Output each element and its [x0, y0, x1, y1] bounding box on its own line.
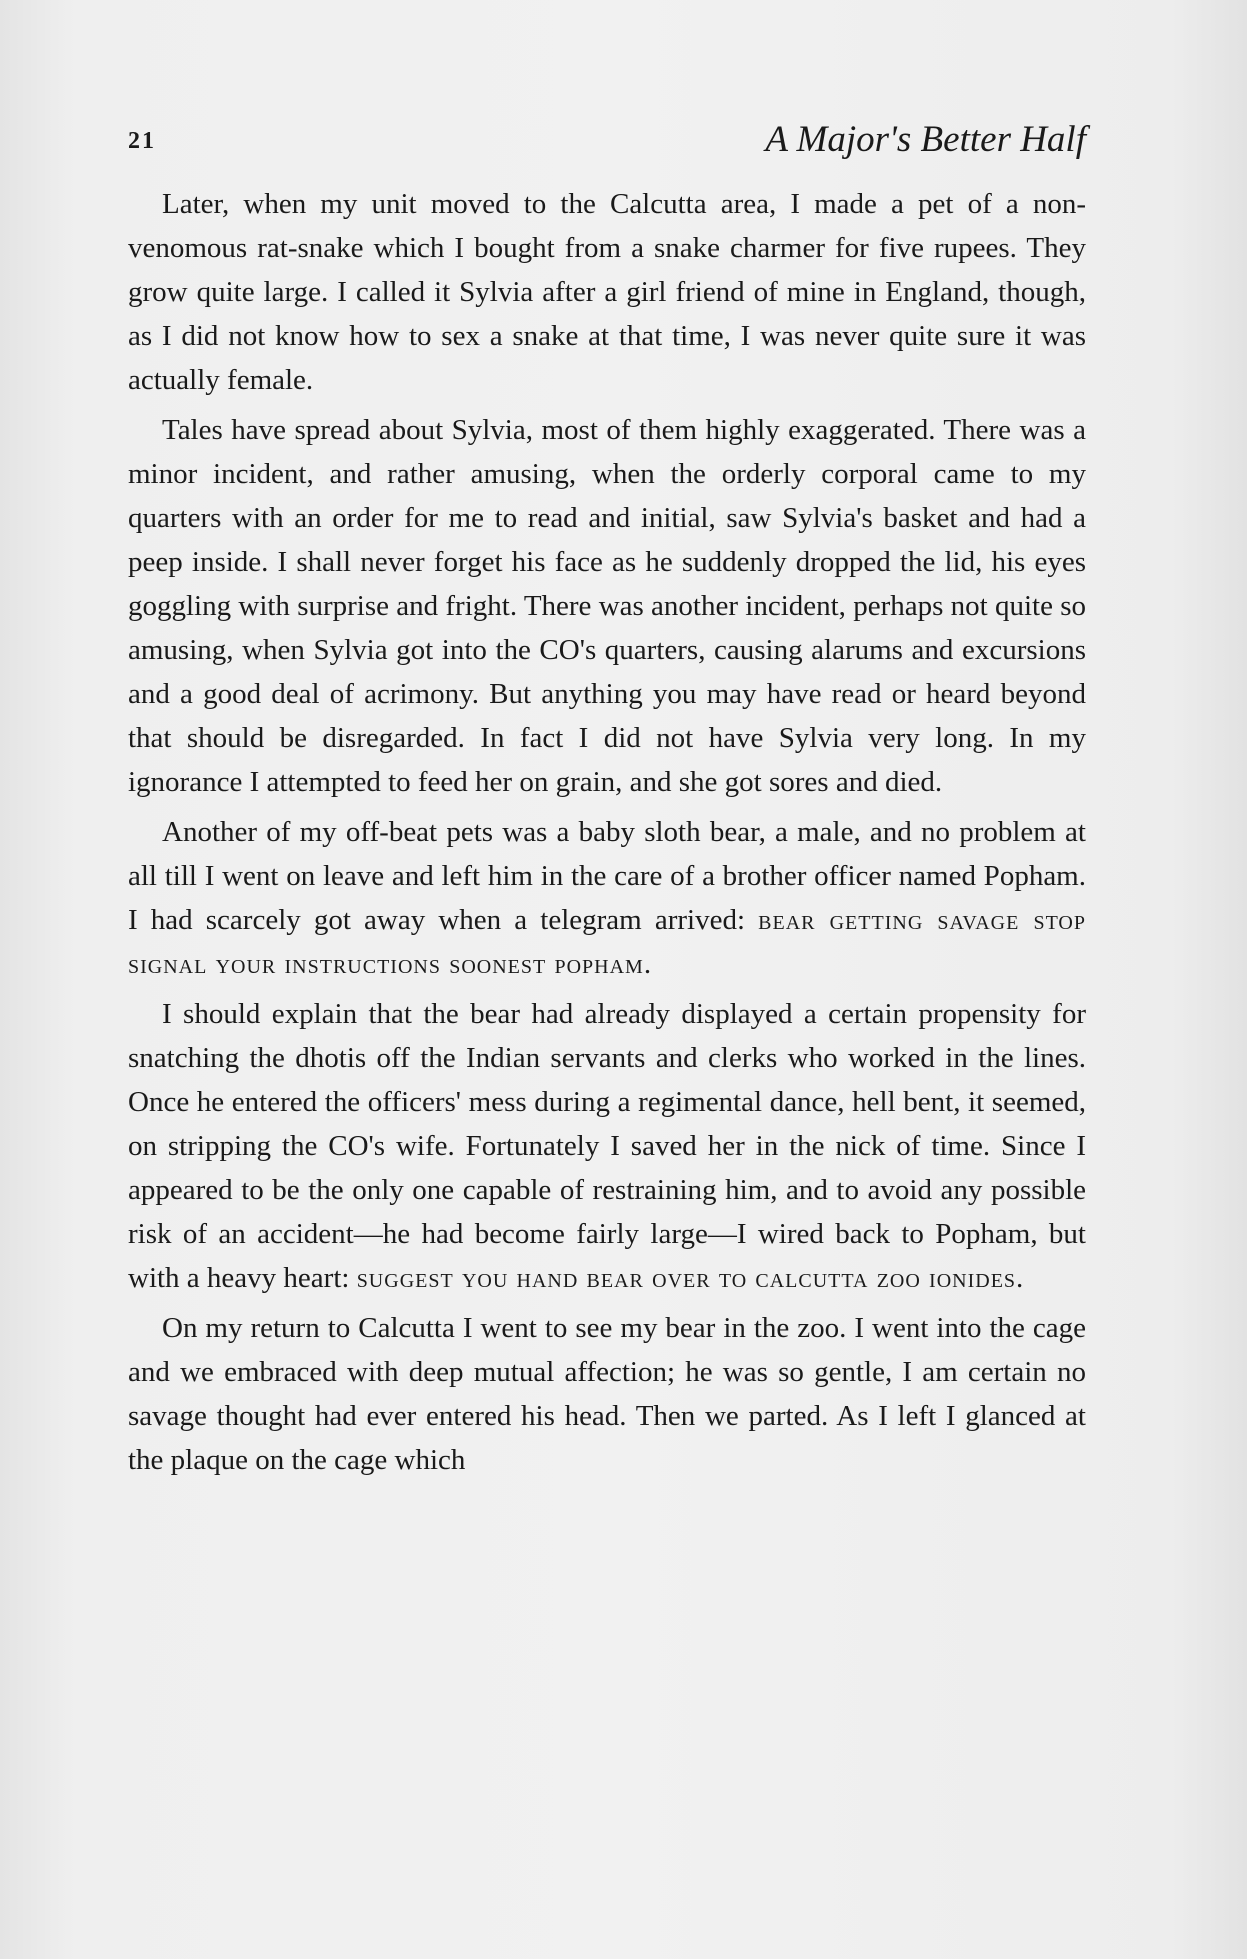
- paragraph-text: Tales have spread about Sylvia, most of them highly exaggerated. There was a minor incident, and rather amusing, when the orderly corporal came to my quarters with an order for me to read and initial, saw Sylvia's basket and had a peep inside. I shall never forget his face as he suddenly dropped the lid, his eyes goggling with surprise and fright. There was another incident, perhaps not quite so amusing, when Sylvia got into the CO's quarters, causing alarums and excursions and a good deal of acrimony. But anything you may have read or heard beyond that should be disregarded. In fact I did not have Sylvia very long. In my ignorance I attempted to feed her on grain, and she got sores and died.: [128, 414, 1086, 798]
- paragraph-5: [128, 1306, 1086, 1482]
- paragraph-text: I should explain that the bear had already displayed a certain propensity for snatching the dhotis off the Indian servants and clerks who worked in the lines. Once he entered the officers' mess during a regimental dance, hell bent, it seemed, on stripping the CO's wife. Fortunately I saved her in the nick of time. Since I appeared to be the only one capable of restraining him, and to avoid any possible risk of an accident—he had become fairly large—I wired back to Popham, but with a heavy heart:: [128, 998, 1086, 1294]
- paragraph-text: On my return to Calcutta I went to see my bear in the zoo. I went into the cage and we embraced with deep mutual affection; he was so gentle, I am certain no savage thought had ever entered his head. Then we parted. As I left I glanced at the plaque on the cage which: [128, 1312, 1086, 1476]
- paragraph-4: [128, 992, 1086, 1300]
- paragraph-3: [128, 810, 1086, 986]
- paragraph-text: Later, when my unit moved to the Calcutta area, I made a pet of a non-venomous rat-snake which I bought from a snake charmer for five rupees. They grow quite large. I called it Sylvia after a girl friend of mine in England, though, as I did not know how to sex a snake at that time, I was never quite sure it was actually female.: [128, 188, 1086, 396]
- body-text: [128, 182, 1086, 1488]
- paragraph-2: [128, 408, 1086, 804]
- telegram-text: suggest you hand bear over to calcutta zoo ionides.: [356, 1262, 1025, 1294]
- book-title: A Major's Better Half: [765, 119, 1086, 160]
- paragraph-1: [128, 182, 1086, 402]
- running-head: [128, 118, 1086, 168]
- telegram-text: bear getting savage stop signal your instructions soonest popham.: [128, 904, 1087, 980]
- paragraph-text: Another of my off-beat pets was a baby sloth bear, a male, and no problem at all till I went on leave and left him in the care of a brother officer named Popham. I had scarcely got away when a telegram arrived:: [128, 816, 1086, 936]
- page-number: 21: [128, 128, 156, 154]
